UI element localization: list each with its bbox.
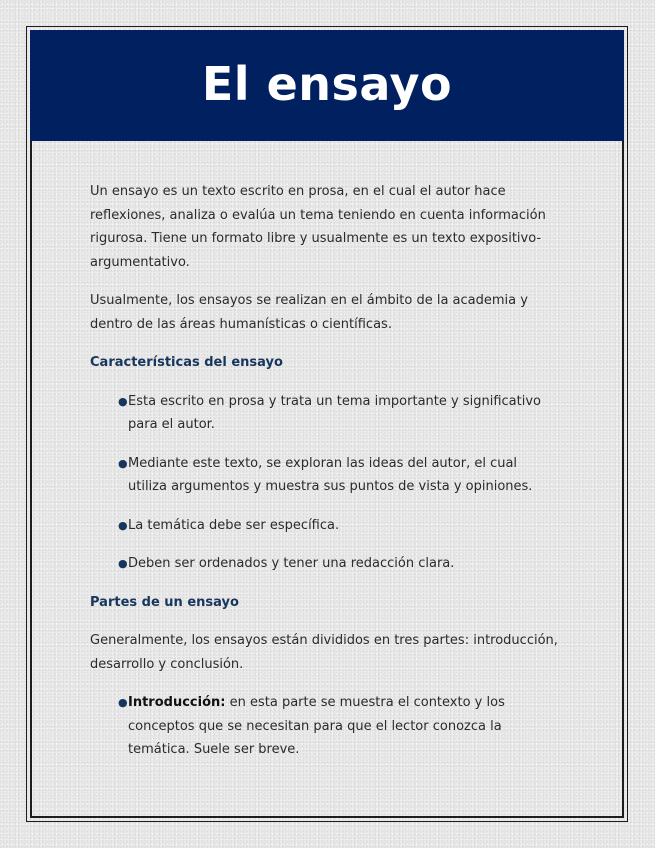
list-item	[118, 514, 548, 538]
bullet-dot-icon: ●	[118, 518, 128, 532]
parts-intro-paragraph: Generalmente, los ensayos están divididos en tres partes: introducción, desarrollo y conclusión.	[90, 633, 558, 672]
list-item	[118, 390, 548, 437]
parts-heading: Partes de un ensayo	[90, 594, 239, 610]
intro-paragraph-2: Usualmente, los ensayos se realizan en el ámbito de la academia y dentro de las áreas humanísticas o científicas.	[90, 293, 528, 332]
list-item-text: Mediante este texto, se exploran las ideas del autor, el cual utiliza argumentos y muestra sus puntos de vista y opiniones.	[128, 455, 533, 494]
list-item	[118, 691, 548, 762]
title-banner	[30, 30, 624, 141]
characteristics-heading: Características del ensayo	[90, 355, 283, 370]
bullet-dot-icon: ●	[118, 456, 128, 470]
page-title: El ensayo	[201, 56, 453, 111]
document-body	[90, 180, 570, 777]
bullet-dot-icon: ●	[118, 696, 128, 709]
list-item	[118, 552, 548, 576]
parts-list	[90, 691, 570, 762]
part-term: Introducción:	[128, 695, 226, 710]
list-item	[118, 452, 548, 499]
bullet-dot-icon: ●	[118, 557, 128, 570]
part-description: en esta parte se muestra el contexto y los conceptos que se necesitan para que el lector conozca la temática. Suele ser breve.	[128, 695, 505, 757]
characteristics-list	[90, 390, 570, 576]
intro-paragraph-1: Un ensayo es un texto escrito en prosa, en el cual el autor hace reflexiones, analiza o evalúa un tema teniendo en cuenta información rigurosa. Tiene un formato libre y usualmente es un texto expositivo-argumentativo.	[90, 184, 546, 270]
list-item-text: Deben ser ordenados y tener una redacción clara.	[128, 556, 455, 571]
list-item-text: Esta escrito en prosa y trata un tema importante y significativo para el autor.	[128, 393, 541, 432]
bullet-dot-icon: ●	[118, 394, 128, 408]
list-item-text: La temática debe ser específica.	[128, 517, 340, 533]
